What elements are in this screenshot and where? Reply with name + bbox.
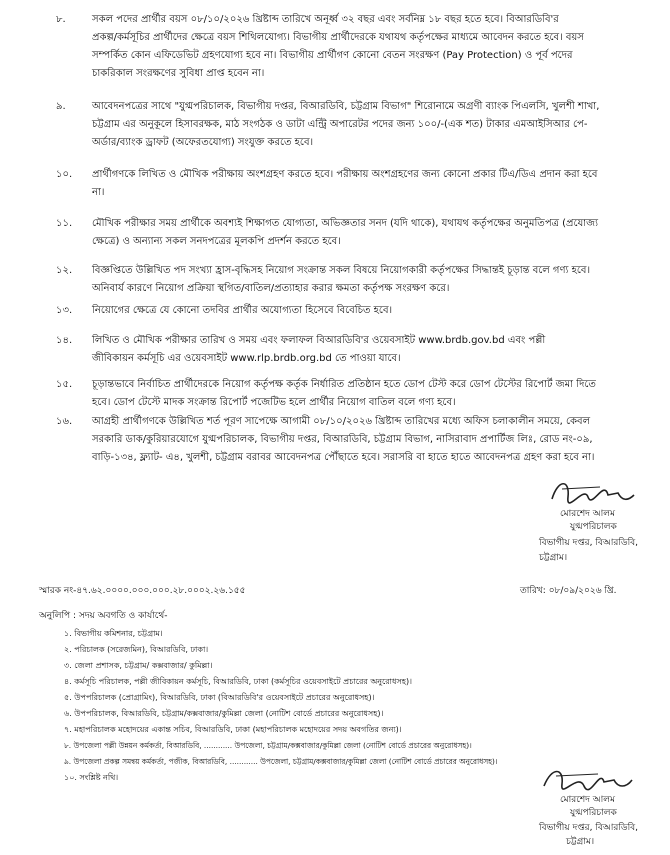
clause-line: মৌখিক পরীক্ষার সময় প্রার্থীকে অবশ্যই শিক্ষাগত যোগ্যতা, অভিজ্ঞতার সনদ (যদি থাকে), যথাযথ কর্তৃপক্ষের অনুমতিপত্র (প্রযোজ্য	[92, 218, 599, 229]
memo-date: তারিখ: ০৮/০৯/২০২৬ খ্রি.	[520, 586, 617, 596]
memo-reference: স্মারক নং-৪৭.৬২.০০০০.০০০.০০০.২৮.০০০২.২৬.১৫৫	[39, 586, 246, 596]
clause-line: আবেদনপত্রের সাথে "যুগ্মপরিচালক, বিভাগীয় দপ্তর, বিআরডিবি, চট্টগ্রাম বিভাগ" শিরোনামে অগ্রণী ব্যাংক পিএলসি, খুলশী শাখা,	[92, 101, 600, 112]
clause-number: ১০.	[56, 169, 73, 180]
clause-line: সরকারি ডাক/কুরিয়ারযোগে যুগ্মপরিচালক, বিভাগীয় দপ্তর, বিআরডিবি, চট্টগ্রাম বিভাগ, নাসিরাবাদ প্রপার্টিজ লিঃ, রোড নং-০৯,	[92, 434, 593, 445]
clause-line: সম্পর্কিত কোন এফিডেভিট গ্রহণযোগ্য হবে না। বিভাগীয় প্রার্থীগণ কোনো বেতন সংরক্ষণ (Pay Protection) ও পূর্ব পদের	[92, 50, 573, 61]
cc-item: ৫. উপপরিচালক (প্রোগ্রামিং), বিআরডিবি, ঢাকা (বিআরডিবি'র ওয়েবসাইটে প্রচারের অনুরোধসহ)।	[64, 693, 375, 702]
cc-item: ১. বিভাগীয় কমিশনার, চট্টগ্রাম।	[64, 629, 163, 638]
clause-line: হবে। ডোপ টেস্টে মাদক সংক্রান্ত রিপোর্ট পজেটিভ হলে প্রার্থীর নিয়োগ বাতিল বলে গণ্য হবে।	[92, 397, 456, 408]
signature-city: চট্টগ্রাম।	[539, 553, 568, 563]
cc-item: ৯. উপজেলা প্রকল্প সমন্বয় কর্মকর্তা, পজীক, বিআরডিবি, ............ উপজেলা, চট্টগ্রাম/কক্সবাজার/কুমিল্লা জেলা (নোটিশ বোর্ডে প্রচারের অনুরোধসহ)।	[64, 757, 498, 766]
clause-line: ক্ষেত্রে) ও অন্যান্য সকল সনদপত্রের মূলকপি প্রদর্শন করতে হবে।	[92, 236, 341, 247]
clause-line: না।	[92, 187, 105, 198]
cc-item: ৭. মহাপরিচালক মহোদয়ের একান্ত সচিব, বিআরডিবি, ঢাকা (মহাপরিচালক মহোদয়ের সদয় অবগতির জন্য)।	[64, 725, 402, 734]
signature-name: মোরশেদ আলম	[560, 509, 615, 519]
cc-heading: অনুলিপি : সদয় অবগতি ও কার্যার্থে-	[39, 611, 168, 621]
clause-line: অর্ডার/ব্যাংক ড্রাফট (অফেরতযোগ্য) সংযুক্ত করতে হবে।	[92, 137, 314, 148]
cc-item: ৬. উপপরিচালক, বিআরডিবি, চট্টগ্রাম/কক্সবাজার/কুমিল্লা জেলা (নোটিশ বোর্ডে প্রচারের অনুরোধসহ)।	[64, 709, 384, 718]
cc-item: ৩. জেলা প্রশাসক, চট্টগ্রাম/ কক্সবাজার/ কুমিল্লা।	[64, 661, 213, 670]
signature-title: যুগ্মপরিচালক	[570, 522, 617, 532]
signature-city: চট্টগ্রাম।	[566, 837, 595, 847]
cc-item: ৪. কর্মসূচি পরিচালক, পল্লী জীবিকায়ন কর্মসূচি, বিআরডিবি, ঢাকা (কর্মসূচির ওয়েবসাইটে প্রচারের অনুরোধসহ)।	[64, 677, 412, 686]
clause-number: ১৪.	[56, 335, 73, 346]
clause-line: অনিবার্য কারণে নিয়োগ প্রক্রিয়া স্থগিত/বাতিল/প্রত্যাহার করার ক্ষমতা কর্তৃপক্ষ সংরক্ষণ করে।	[92, 283, 450, 294]
clause-number: ১২.	[56, 265, 73, 276]
cc-item: ২. পরিচালক (সরেজমিন), বিআরডিবি, ঢাকা।	[64, 645, 209, 654]
clause-line: লিখিত ও মৌখিক পরীক্ষার তারিখ ও সময় এবং ফলাফল বিআরডিবি'র ওয়েবসাইট www.brdb.gov.bd এবং পল্লী	[92, 335, 546, 346]
clause-line: চট্টগ্রাম এর অনুকূলে হিসাবরক্ষক, মাঠ সংগঠক ও ডাটা এন্ট্রি অপারেটর পদের জন্য ১০০/-(এক শত) টাকার এমআইসিআর পে-	[92, 119, 588, 130]
clause-line: প্রার্থীগণকে লিখিত ও মৌখিক পরীক্ষায় অংশগ্রহণ করতে হবে। পরীক্ষায় অংশগ্রহণের জন্য কোনো প্রকার টিএ/ডিএ প্রদান করা হবে	[92, 169, 598, 180]
clause-number: ১১.	[56, 218, 73, 229]
clause-number: ৯.	[56, 101, 66, 112]
clause-line: নিয়োগের ক্ষেত্রে যে কোনো তদবির প্রার্থীর অযোগ্যতা হিসেবে বিবেচিত হবে।	[92, 305, 393, 316]
clause-line: সকল পদের প্রার্থীর বয়স ০৮/১০/২০২৬ খ্রিষ্টাব্দ তারিখে অনূর্ধ্ব ৩২ বছর এবং সর্বনিম্ন ১৮ বছর হতে হবে। বিআরডিবি'র	[92, 14, 559, 25]
clause-line: চূড়ান্তভাবে নির্বাচিত প্রার্থীদেরকে নিয়োগ কর্তৃপক্ষ কর্তৃক নির্ধারিত প্রতিষ্ঠান হতে ডোপ টেস্ট করে ডোপ টেস্টের রিপোর্ট জমা দিতে	[92, 379, 596, 390]
clause-line: জীবিকায়ন কর্মসূচি এর ওয়েবসাইট www.rlp.brdb.org.bd তে পাওয়া যাবে।	[92, 353, 401, 364]
clause-number: ১৩.	[56, 305, 73, 316]
signature-scribble	[540, 764, 636, 798]
clause-line: চাকরিকাল সংরক্ষণের সুবিধা প্রাপ্ত হবেন না।	[92, 68, 265, 79]
clause-number: ১৫.	[56, 379, 73, 390]
clause-line: বিজ্ঞপ্তিতে উল্লিখিত পদ সংখ্যা হ্রাস-বৃদ্ধিসহ নিয়োগ সংক্রান্ত সকল বিষয়ে নিয়োগকারী কর্তৃপক্ষের সিদ্ধান্তই চূড়ান্ত বলে গণ্য হবে।	[92, 265, 591, 276]
clause-number: ৮.	[56, 14, 66, 25]
signature-scribble	[548, 475, 638, 511]
cc-item: ৮. উপজেলা পল্লী উন্নয়ন কর্মকর্তা, বিআরডিবি, ............ উপজেলা, চট্টগ্রাম/কক্সবাজার/কুমিল্লা জেলা (নোটিশ বোর্ডে প্রচারের অনুরোধসহ)।	[64, 741, 472, 750]
signature-title: যুগ্মপরিচালক	[570, 808, 617, 818]
signature-name: মোরশেদ আলম	[560, 795, 615, 805]
clause-number: ১৬.	[56, 416, 73, 427]
clause-line: আগ্রহী প্রার্থীগণকে উল্লিখিত শর্ত পূরণ সাপেক্ষে আগামী ০৮/১০/২০২৬ খ্রিষ্টাব্দ তারিখের মধ্যে অফিস চলাকালীন সময়ে, কেবল	[92, 416, 591, 427]
cc-item: ১০. সংশ্লিষ্ট নথি।	[64, 773, 119, 782]
signature-office: বিভাগীয় দপ্তর, বিআরডিবি,	[539, 538, 639, 548]
clause-line: বাড়ি-১৩৪, ফ্ল্যাট- এ৪, খুলশী, চট্টগ্রাম বরাবর আবেদনপত্র পৌঁছাতে হবে। সরাসরি বা হাতে হাতে আবেদনপত্র গ্রহণ করা হবে না।	[92, 452, 595, 463]
signature-office: বিভাগীয় দপ্তর, বিআরডিবি,	[539, 823, 639, 833]
clause-line: প্রকল্প/কর্মসূচির প্রার্থীদের ক্ষেত্রে বয়স শিথিলযোগ্য। বিভাগীয় প্রার্থীদেরকে যথাযথ কর্তৃপক্ষের মাধ্যমে আবেদন করতে হবে। বয়স	[92, 32, 584, 43]
